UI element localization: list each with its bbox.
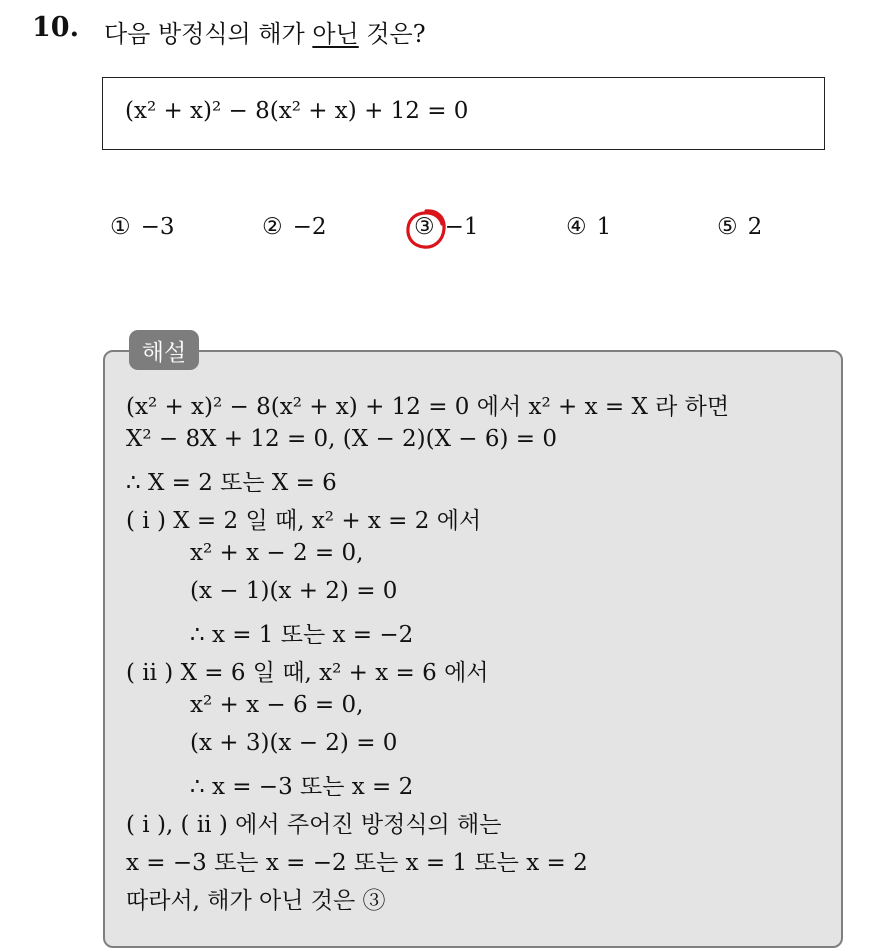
choice-value: −3 (140, 214, 175, 240)
choice-value: 1 (596, 214, 612, 240)
solution-line: (x² + x)² − 8(x² + x) + 12 = 0 에서 x² + x = X 라 하면 (126, 394, 730, 420)
choice-5[interactable] (717, 214, 762, 240)
solution-line: (x + 3)(x − 2) = 0 (190, 730, 398, 756)
choice-marker: ⑤ (717, 214, 738, 240)
choice-value: 2 (747, 214, 763, 240)
solution-line: (x − 1)(x + 2) = 0 (190, 578, 398, 604)
answer-circle-icon (405, 208, 447, 250)
solution-line: ∴ x = 1 또는 x = −2 (190, 622, 414, 648)
solution-line: x = −3 또는 x = −2 또는 x = 1 또는 x = 2 (126, 850, 588, 876)
choice-value: −1 (444, 214, 479, 240)
choice-marker: ① (110, 214, 131, 240)
solution-line: ( i ), ( ii ) 에서 주어진 방정식의 해는 (126, 812, 502, 838)
choice-marker: ② (262, 214, 283, 240)
choice-4[interactable] (566, 214, 611, 240)
solution-line: ∴ x = −3 또는 x = 2 (190, 774, 414, 800)
choice-value: −2 (292, 214, 327, 240)
choice-1[interactable] (110, 214, 175, 240)
question-text-before: 다음 방정식의 해가 (104, 20, 313, 48)
choice-marker: ④ (566, 214, 587, 240)
solution-line: X² − 8X + 12 = 0, (X − 2)(X − 6) = 0 (126, 426, 558, 452)
solution-line: x² + x − 2 = 0, (190, 540, 364, 566)
choice-2[interactable] (262, 214, 327, 240)
solution-line: ( i ) X = 2 일 때, x² + x = 2 에서 (126, 508, 482, 534)
question-text (104, 14, 426, 49)
question-text-after: 것은? (358, 20, 426, 48)
given-equation: (x² + x)² − 8(x² + x) + 12 = 0 (125, 98, 469, 124)
given-equation-box (102, 77, 825, 150)
solution-label: 해설 (129, 330, 199, 370)
solution-line: ∴ X = 2 또는 X = 6 (126, 470, 337, 496)
solution-line: x² + x − 6 = 0, (190, 692, 364, 718)
solution-line: 따라서, 해가 아닌 것은 ③ (126, 888, 386, 914)
question-text-underlined: 아닌 (312, 20, 359, 48)
solution-line: ( ii ) X = 6 일 때, x² + x = 6 에서 (126, 660, 489, 686)
choice-marker: ③ (414, 214, 435, 240)
question-number: 10. (32, 12, 79, 43)
